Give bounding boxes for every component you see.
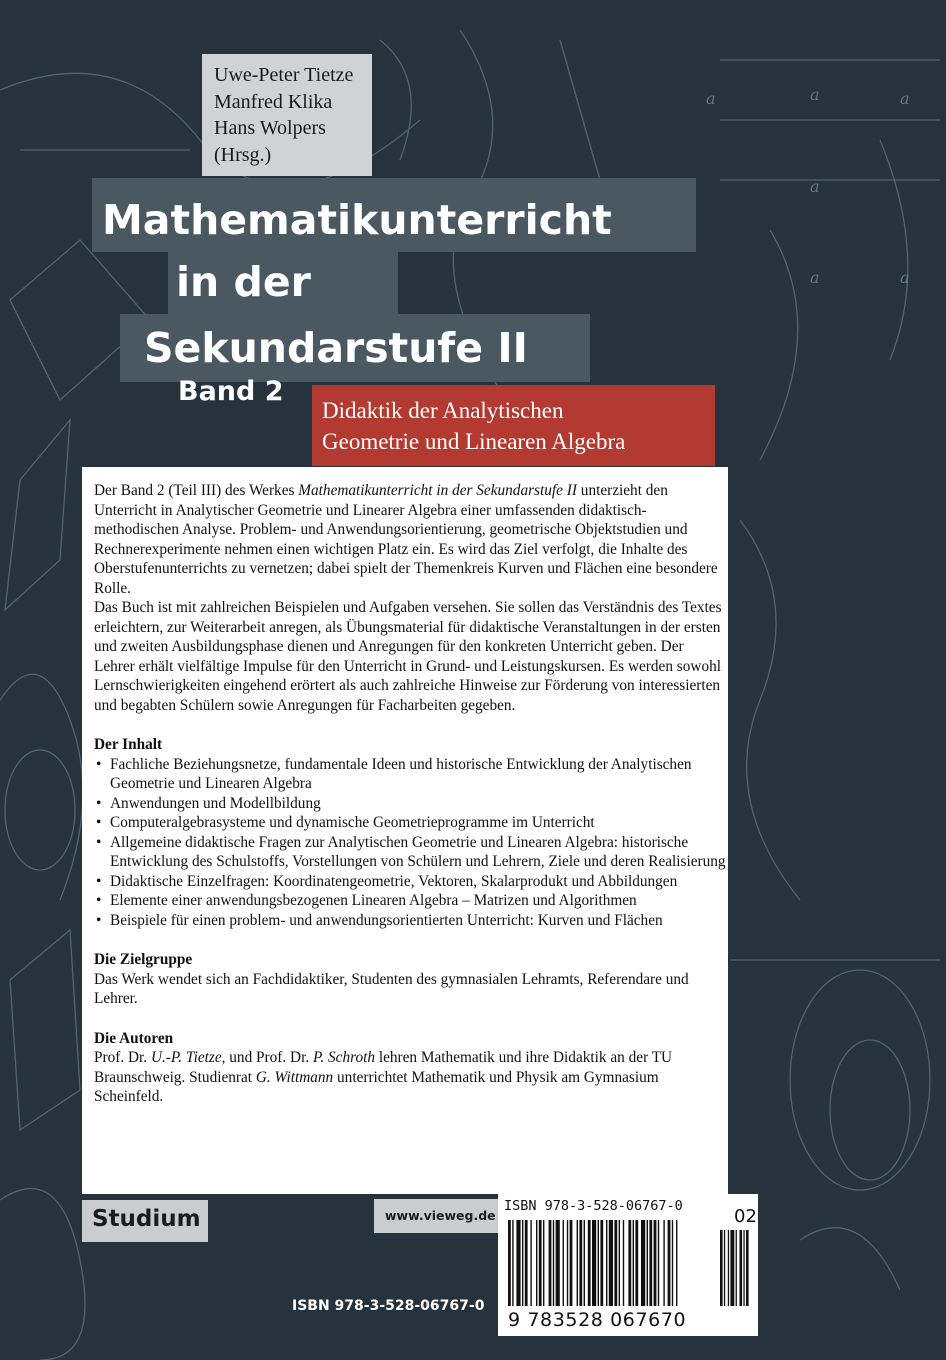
barcode-bar [676, 1220, 677, 1306]
barcode-isbn: ISBN 978-3-528-06767-0 [504, 1198, 683, 1214]
barcode-bar [579, 1220, 582, 1306]
barcode-bar [619, 1220, 620, 1306]
intro-paragraph: Der Band 2 (Teil III) des Werkes Mathematikunterricht in der Sekundarstufe II unterzieht den Unterricht in Analytischer Geometrie und Linearer Algebra einer umfassenden didaktisch-methodischen Analyse. Problem- und Anwendungsorientierung, geometrische Objektstudien und Rechnerexperimente nehmen einen wichtigen Platz ein. Es wird das Ziel verfolgt, die Inhalte des Oberstufenunterrichts zu vernetzen; dabei spielt der Themenkreis Kurven und Flächen eine besondere Rolle. [94, 482, 718, 597]
barcode-addon-bar [720, 1230, 723, 1306]
subtitle-line: Didaktik der Analytischen [322, 398, 564, 423]
barcode-panel [498, 1194, 758, 1336]
audience-text: Das Werk wendet sich an Fachdidaktiker, Studenten des gymnasialen Lehramts, Referendare und Lehrer. [94, 970, 689, 1007]
barcode-addon-bar [746, 1230, 749, 1306]
list-item: • Allgemeine didaktische Fragen zur Analytischen Geometrie und Linearen Algebra: historische Entwicklung des Schulstoffs, Vorstellungen von Schülern und Lehrern, Ziele und deren Realisierung [94, 833, 728, 872]
barcode-bar [672, 1220, 673, 1306]
barcode-bar [663, 1220, 664, 1306]
barcode-bar [647, 1220, 648, 1306]
list-item: • Computeralgebrasysteme und dynamische Geometrieprogramme im Unterricht [94, 813, 728, 833]
barcode-addon-bar [743, 1230, 744, 1306]
list-item: • Didaktische Einzelfragen: Koordinatengeometrie, Vektoren, Skalarprodukt und Abbildungen [94, 872, 728, 892]
editor-name: Manfred Klika [214, 90, 333, 113]
barcode-bar [543, 1220, 544, 1306]
svg-text:a: a [810, 268, 820, 287]
editor-name: Uwe-Peter Tietze [214, 64, 354, 86]
barcode-bar [553, 1220, 554, 1306]
barcode-bar [536, 1220, 537, 1306]
barcode-bar [628, 1220, 631, 1306]
barcode-bar [525, 1220, 528, 1306]
barcode-bar [592, 1220, 596, 1306]
barcode-bar [606, 1220, 607, 1306]
barcode-addon-bar [740, 1230, 743, 1306]
subtitle-box [312, 385, 715, 466]
volume-label: Band 2 [178, 376, 284, 407]
barcode-bar [522, 1220, 523, 1306]
editor-role: (Hrsg.) [214, 143, 272, 166]
barcode-bar [654, 1220, 657, 1306]
barcode-bar [623, 1220, 624, 1306]
barcode-bar [633, 1220, 634, 1306]
barcode-bar [641, 1220, 645, 1306]
intro-paragraph-2: Das Buch ist mit zahlreichen Beispielen und Aufgaben versehen. Sie sollen das Verständnis des Textes erleichtern, zur Weiterarbeit anregen, als Übungsmaterial für didaktische Veranstaltungen in der ersten und zweiten Ausbildungsphase dienen und Anregungen für den konkreten Unterricht geben. Der Lehrer erhält vielfältige Impulse für den Unterricht in Grund- und Leistungskursen. Es werden sowohl Lernschwierigkeiten eingehend erörtert als auch zahlreiche Hinweise zur Förderung von interessierten und begabten Schülern sowie Anregungen für Facharbeiten gegeben. [94, 599, 722, 714]
audience-heading: Die Zielgruppe [94, 951, 193, 968]
svg-text:a: a [810, 85, 820, 104]
barcode-bar [539, 1220, 542, 1306]
barcode-bar [512, 1220, 513, 1306]
barcode-addon-bar [728, 1230, 729, 1306]
barcode-bar [614, 1220, 617, 1306]
barcode-addon-bar [730, 1230, 734, 1306]
barcode-bar [635, 1220, 638, 1306]
editors-box [202, 54, 372, 176]
svg-text:a: a [900, 89, 910, 108]
svg-text:a: a [900, 268, 910, 287]
list-item: • Beispiele für einen problem- und anwendungsorientierten Unterricht: Kurven und Flächen [94, 911, 728, 931]
isbn-footer: ISBN 978-3-528-06767-0 [292, 1298, 485, 1314]
title-line-3: Sekundarstufe II [120, 314, 590, 382]
barcode-bar [567, 1220, 568, 1306]
website-link[interactable]: www.vieweg.de [374, 1199, 498, 1233]
svg-text:a: a [810, 177, 820, 196]
series-label: Studium [82, 1200, 208, 1242]
barcode-bar [668, 1220, 671, 1306]
barcode-bars [498, 1220, 758, 1315]
list-item: • Anwendungen und Modellbildung [94, 794, 728, 814]
barcode-bar [649, 1220, 652, 1306]
barcode-bar [577, 1220, 578, 1306]
barcode-bar [609, 1220, 613, 1306]
title-line-2: in der [168, 252, 398, 320]
barcode-bar [516, 1220, 520, 1306]
barcode-bar [530, 1220, 531, 1306]
subtitle-line: Geometrie und Linearen Algebra [322, 429, 626, 454]
svg-text:a: a [706, 89, 716, 108]
barcode-bar [588, 1220, 591, 1306]
barcode-bar [549, 1220, 552, 1306]
barcode-addon-bar [724, 1230, 725, 1306]
barcode-bar [600, 1220, 603, 1306]
barcode-bar [584, 1220, 585, 1306]
barcode-addon-bar [736, 1230, 737, 1306]
authors-heading: Die Autoren [94, 1029, 174, 1047]
barcode-bar [563, 1220, 564, 1306]
list-item: • Elemente einer anwendungsbezogenen Linearen Algebra – Matrizen und Algorithmen [94, 891, 728, 911]
barcode-bar [598, 1220, 599, 1306]
editor-name: Hans Wolpers [214, 117, 326, 139]
description-panel [82, 467, 728, 1194]
contents-heading: Der Inhalt [94, 736, 163, 753]
authors-text: Prof. Dr. U.-P. Tietze, und Prof. Dr. P. Schroth lehren Mathematik und ihre Didaktik an der TU Braunschweig. Studienrat G. Wittmann unterrichtet Mathematik und Physik am Gymnasium Scheinfeld. [94, 1049, 673, 1105]
barcode-bar [570, 1220, 573, 1306]
contents-list [94, 755, 728, 931]
list-item: • Fachliche Beziehungsnetze, fundamentale Ideen und historische Entwicklung der Analytischen Geometrie und Linearen Algebra [94, 755, 728, 794]
barcode-bar [508, 1220, 511, 1306]
barcode-bar [658, 1220, 659, 1306]
barcode-addon: 02 [734, 1206, 757, 1227]
title-line-1: Mathematikunterricht [92, 178, 696, 252]
barcode-digits: 9 783528 067670 [508, 1309, 687, 1331]
barcode-bar [556, 1220, 560, 1306]
